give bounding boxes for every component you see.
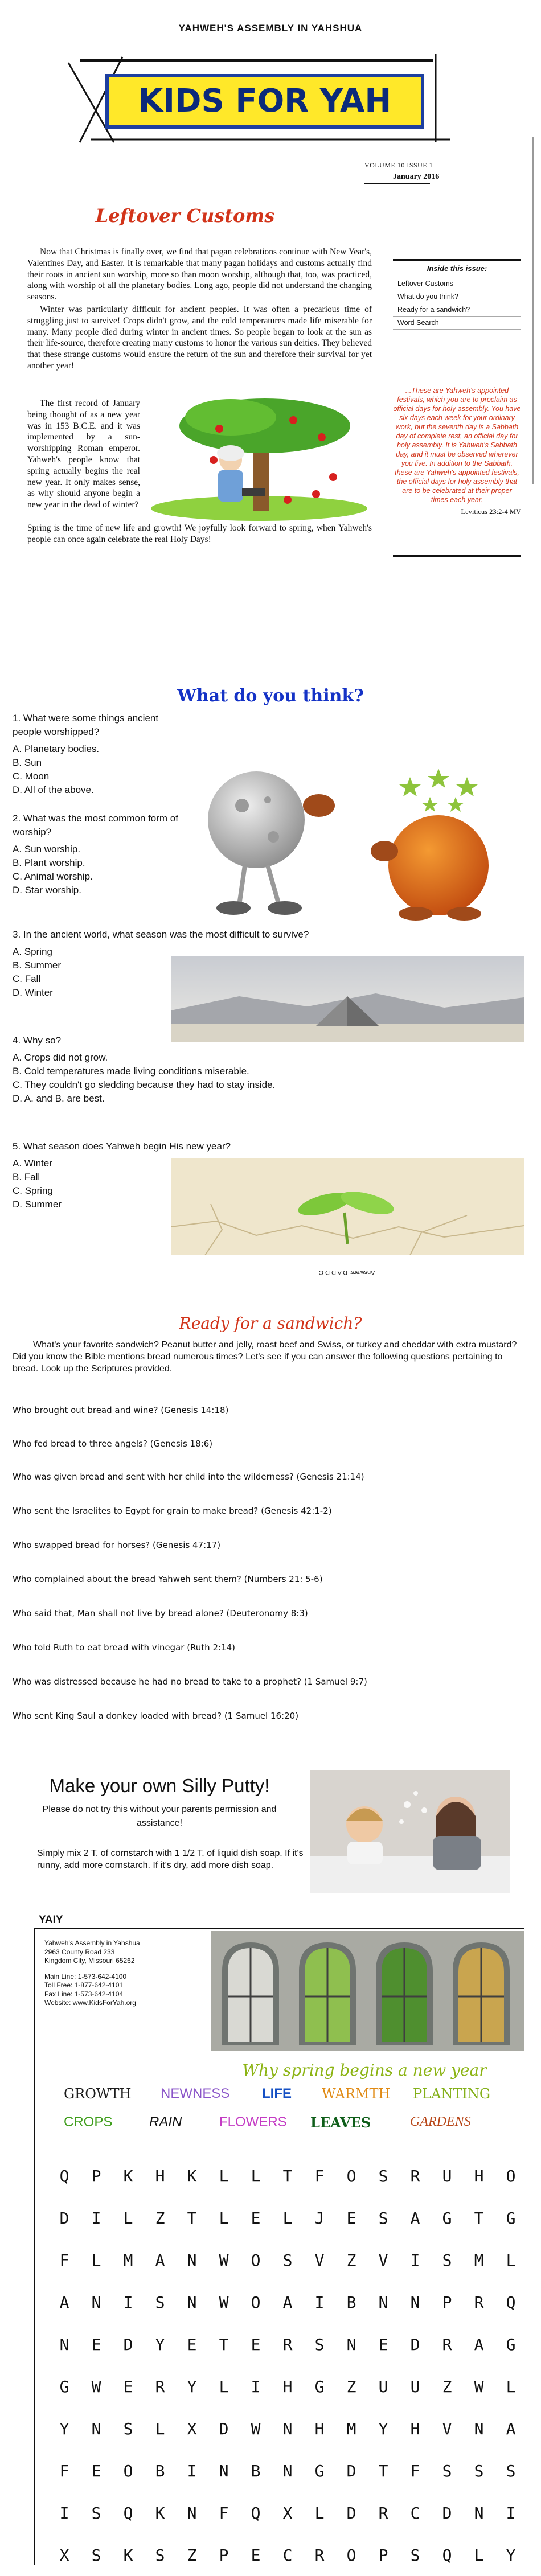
grid-letter[interactable]: N [91,2419,101,2438]
bread-question: Who was given bread and sent with her child into the wilderness? (Genesis 21:14) [13,1472,364,1482]
grid-letter[interactable]: Q [123,2503,133,2522]
question-text: 5. What season does Yahweh begin His new year? [13,1141,231,1152]
grid-letter[interactable]: C [282,2545,293,2565]
answer-option: D. Winter [13,987,53,998]
volume-issue: VOLUME 10 ISSUE 1 [364,161,433,169]
leftover-customs-title: Leftover Customs [95,205,275,227]
bread-question: Who said that, Man shall not live by bread alone? (Deuteronomy 8:3) [13,1608,308,1618]
scripture-rule [393,555,521,557]
answer-option: C. Moon [13,771,50,782]
contact-website[interactable]: Website: www.KidsForYah.org [44,1999,136,2007]
leftover-paragraph-4: Spring is the time of new life and growth! We joyfully look forward to spring, when Yahweh's people can once again celebrate the real Holy Days! [27,523,372,544]
page-side-rule [532,137,534,484]
grid-letter[interactable]: M [346,2419,356,2438]
quiz-title: What do you think? [177,686,364,706]
inside-item: What do you think? [393,290,521,303]
grid-letter[interactable]: G [314,2377,325,2396]
quiz-question-2 [13,812,183,897]
grid-letter[interactable]: S [91,2545,101,2565]
grid-letter[interactable]: S [314,2335,325,2354]
scripture-reference: Leviticus 23:2-4 MV [461,508,521,516]
grid-letter[interactable]: R [442,2335,452,2354]
bread-question: Who was distressed because he had no bread to take to a prophet? (1 Samuel 9:7) [13,1677,367,1687]
newsletter-title: KIDS FOR YAH [138,83,392,120]
grid-letter[interactable]: N [378,2292,388,2312]
grid-letter[interactable]: I [506,2503,516,2522]
grid-letter[interactable]: J [314,2208,325,2228]
grid-letter[interactable]: K [187,2166,197,2185]
grid-letter[interactable]: O [251,2250,261,2270]
grid-letter[interactable]: R [410,2166,420,2185]
grid-letter[interactable]: N [187,2292,197,2312]
grid-letter[interactable]: O [506,2166,516,2185]
contact-org: Yahweh's Assembly in Yahshua [44,1939,140,1947]
grid-letter[interactable]: N [410,2292,420,2312]
grid-letter[interactable]: U [378,2377,388,2396]
grid-letter[interactable]: P [378,2545,388,2565]
grid-letter[interactable]: U [442,2166,452,2185]
grid-letter[interactable]: V [442,2419,452,2438]
bread-question: Who complained about the bread Yahweh sent them? (Numbers 21: 5-6) [13,1574,323,1584]
grid-letter[interactable]: I [187,2461,197,2480]
grid-letter[interactable]: L [251,2166,261,2185]
contact-block [44,1939,210,2008]
grid-letter[interactable]: E [187,2335,197,2354]
grid-letter[interactable]: R [155,2377,165,2396]
grid-letter[interactable]: N [474,2419,484,2438]
scripture-box [393,386,521,516]
contact-address-1: 2963 County Road 233 [44,1948,115,1956]
answer-option: C. They couldn't go sledding because they had to stay inside. [13,1079,276,1090]
grid-letter[interactable]: E [378,2335,388,2354]
answer-option: B. Plant worship. [13,857,85,868]
grid-letter[interactable]: S [155,2292,165,2312]
grid-letter[interactable]: K [123,2166,133,2185]
grid-letter[interactable]: Y [378,2419,388,2438]
word-bank-item: RAIN [149,2114,182,2130]
grid-letter[interactable]: F [410,2461,420,2480]
grid-letter[interactable]: I [410,2250,420,2270]
grid-letter[interactable]: Y [187,2377,197,2396]
inside-item: Leftover Customs [393,277,521,290]
quiz-question-1 [13,712,183,797]
grid-letter[interactable]: N [282,2419,293,2438]
yaiy-label: YAIY [39,1914,63,1926]
contact-address-2: Kingdom City, Missouri 65262 [44,1957,135,1965]
bread-question: Who fed bread to three angels? (Genesis 18:6) [13,1439,213,1449]
grid-letter[interactable]: F [314,2166,325,2185]
leftover-paragraph-1: Now that Christmas is finally over, we find that pagan celebrations continue with New Year's, Valentines Day, and Easter. It is remarkable that many pagan holidays and customs actually find their roots in ancient sun worship, more so than moon worship, although that, too, was practiced, along with worship of all the planetary bodies. Long ago, people did not understand the changing seasons. [27,247,372,302]
grid-letter[interactable]: S [378,2166,388,2185]
issue-date: January 2016 [393,172,440,181]
word-bank-item: GROWTH [64,2086,132,2102]
grid-letter[interactable]: D [410,2335,420,2354]
grid-letter[interactable]: N [59,2335,69,2354]
grid-letter[interactable]: M [474,2250,484,2270]
grid-letter[interactable]: E [91,2461,101,2480]
grid-letter[interactable]: L [282,2208,293,2228]
grid-letter[interactable]: L [314,2503,325,2522]
grid-letter[interactable]: L [219,2166,229,2185]
date-rule [364,183,430,184]
grid-letter[interactable]: O [123,2461,133,2480]
grid-letter[interactable]: D [219,2419,229,2438]
sandwich-title: Ready for a sandwich? [179,1314,362,1333]
grid-letter[interactable]: E [346,2208,356,2228]
grid-row [48,2239,527,2281]
grid-row [48,2534,527,2576]
word-search-title: Why spring begins a new year [242,2061,487,2080]
grid-letter[interactable]: V [314,2250,325,2270]
bread-question: Who told Ruth to eat bread with vinegar (Ruth 2:14) [13,1642,235,1653]
grid-letter[interactable]: N [91,2292,101,2312]
grid-letter[interactable]: I [123,2292,133,2312]
grid-letter[interactable]: F [59,2461,69,2480]
grid-row [48,2450,527,2492]
grid-letter[interactable]: L [506,2250,516,2270]
grid-letter[interactable]: D [123,2335,133,2354]
grid-letter[interactable]: I [91,2208,101,2228]
grid-letter[interactable]: X [187,2419,197,2438]
grid-row [48,2365,527,2407]
question-text: 1. What were some things ancient people worshipped? [13,713,159,737]
answer-option: C. Animal worship. [13,871,93,882]
grid-letter[interactable]: X [282,2503,293,2522]
word-bank-item: LEAVES [310,2114,371,2131]
grid-letter[interactable]: E [251,2208,261,2228]
grid-letter[interactable]: I [251,2377,261,2396]
seasonal-windows-image [211,1931,524,2051]
grid-letter[interactable]: Z [187,2545,197,2565]
quiz-answers-upside-down: Answers: D A D D C [319,1269,375,1276]
grid-letter[interactable]: S [123,2419,133,2438]
bread-question: Who sent King Saul a donkey loaded with bread? (1 Samuel 16:20) [13,1711,299,1721]
answer-option: B. Summer [13,960,62,971]
grid-letter[interactable]: Z [346,2377,356,2396]
grid-letter[interactable]: D [346,2503,356,2522]
grid-letter[interactable]: N [282,2461,293,2480]
grid-letter[interactable]: Q [251,2503,261,2522]
answer-option: C. Fall [13,973,41,984]
grid-letter[interactable]: W [91,2377,101,2396]
answer-option: D. Summer [13,1199,62,1210]
word-bank-item: NEWNESS [161,2086,230,2101]
grid-letter[interactable]: I [314,2292,325,2312]
grid-letter[interactable]: X [59,2545,69,2565]
grid-letter[interactable]: A [155,2250,165,2270]
grid-letter[interactable]: D [59,2208,69,2228]
bread-question: Who swapped bread for horses? (Genesis 47:17) [13,1540,221,1550]
grid-letter[interactable]: Y [59,2419,69,2438]
grid-letter[interactable]: H [155,2166,165,2185]
question-text: 4. Why so? [13,1035,62,1046]
grid-letter[interactable]: N [187,2250,197,2270]
grid-letter[interactable]: E [251,2545,261,2565]
grid-letter[interactable]: S [442,2461,452,2480]
grid-letter[interactable]: A [59,2292,69,2312]
grid-letter[interactable]: G [442,2208,452,2228]
grid-letter[interactable]: B [251,2461,261,2480]
grid-letter[interactable]: D [346,2461,356,2480]
newton-apple-tree-illustration [145,397,373,523]
grid-letter[interactable]: S [442,2250,452,2270]
contact-main-line: Main Line: 1-573-642-4100 [44,1972,127,1981]
desert-pyramid-image [171,956,524,1042]
grid-letter[interactable]: O [251,2292,261,2312]
grid-letter[interactable]: H [282,2377,293,2396]
grid-letter[interactable]: T [282,2166,293,2185]
grid-letter[interactable]: S [282,2250,293,2270]
silly-putty-note: Please do not try this without your parents permission and assistance! [42,1805,277,1828]
grid-letter[interactable]: A [282,2292,293,2312]
grid-letter[interactable]: L [474,2545,484,2565]
word-bank-item: FLOWERS [219,2114,287,2130]
grid-letter[interactable]: E [251,2335,261,2354]
grid-letter[interactable]: Z [346,2250,356,2270]
grid-letter[interactable]: W [219,2250,229,2270]
grid-letter[interactable]: R [282,2335,293,2354]
grid-letter[interactable]: I [59,2503,69,2522]
answer-option: B. Fall [13,1172,40,1182]
grid-letter[interactable]: G [314,2461,325,2480]
grid-letter[interactable]: P [442,2292,452,2312]
bread-question: Who brought out bread and wine? (Genesis 14:18) [13,1405,229,1415]
answer-option: D. A. and B. are best. [13,1093,105,1104]
grid-letter[interactable]: W [474,2377,484,2396]
grid-letter[interactable]: D [442,2503,452,2522]
grid-letter[interactable]: Z [155,2208,165,2228]
contact-toll-free: Toll Free: 1-877-642-4101 [44,1981,124,1989]
grid-letter[interactable]: P [91,2166,101,2185]
grid-letter[interactable]: Y [155,2335,165,2354]
grid-letter[interactable]: N [219,2461,229,2480]
answer-option: B. Sun [13,757,42,768]
mother-child-baking-photo [310,1770,510,1893]
grid-letter[interactable]: S [474,2461,484,2480]
grid-letter[interactable]: H [314,2419,325,2438]
word-bank-item: PLANTING [413,2086,491,2102]
grid-letter[interactable]: L [219,2208,229,2228]
grid-letter[interactable]: H [410,2419,420,2438]
grid-letter[interactable]: Q [506,2292,516,2312]
grid-letter[interactable]: F [59,2250,69,2270]
grid-letter[interactable]: C [410,2503,420,2522]
scripture-text: ...These are Yahweh's appointed festivals, which you are to proclaim as official days for holy assembly. You have six days each week for your ordinary work, but the seventh day is a Sabbath day of complete rest, an official day for holy assembly. It is Yahweh's Sabbath day, and it must be observed wherever you live. In addition to the Sabbath, these are Yahweh's appointed festivals, the official days for holy assembly that are to be celebrated at their proper times each year. [393,387,521,504]
silly-putty-steps: Simply mix 2 T. of cornstarch with 1 1/2 T. of liquid dish soap. If it's runny, add more cornstarch. If it's dry, add more dish soap. [37,1848,304,1870]
answer-option: A. Crops did not grow. [13,1052,108,1063]
grid-letter[interactable]: W [251,2419,261,2438]
grid-letter[interactable]: E [91,2335,101,2354]
grid-letter[interactable]: K [123,2545,133,2565]
grid-letter[interactable]: Q [442,2545,452,2565]
grid-row [48,2323,527,2365]
grid-letter[interactable]: B [346,2292,356,2312]
grid-letter[interactable]: K [155,2503,165,2522]
grid-letter[interactable]: F [219,2503,229,2522]
grid-letter[interactable]: P [219,2545,229,2565]
word-bank-item: GARDENS [410,2114,471,2129]
grid-letter[interactable]: O [346,2545,356,2565]
grid-letter[interactable]: U [410,2377,420,2396]
grid-letter[interactable]: E [123,2377,133,2396]
grid-letter[interactable]: L [91,2250,101,2270]
answer-option: A. Planetary bodies. [13,743,100,754]
grid-letter[interactable]: R [378,2503,388,2522]
grid-letter[interactable]: N [474,2503,484,2522]
grid-letter[interactable]: S [91,2503,101,2522]
grid-letter[interactable]: T [378,2461,388,2480]
grid-row [48,2407,527,2450]
grid-letter[interactable]: L [155,2419,165,2438]
grid-row [48,2155,527,2197]
grid-row [48,2197,527,2239]
answer-option: A. Spring [13,946,52,957]
grid-letter[interactable]: L [123,2208,133,2228]
leftover-paragraph-2: Winter was particularly difficult for ancient peoples. It was often a precarious time of struggling just to survive! Crops didn't grow, and the cold temperatures made life miserable for many. Many people died during winter in ancient times. So people began to look at the sun as their life-source, therefore creating many customs to honor the various sun deities. They believed that these strange customs would ensure the return of the sun and therefore their survival for yet another year! [27,305,372,371]
grid-letter[interactable]: S [378,2208,388,2228]
answer-option: D. All of the above. [13,784,94,795]
grid-letter[interactable]: S [155,2545,165,2565]
question-text: 3. In the ancient world, what season was the most difficult to survive? [13,929,309,940]
grid-letter[interactable]: A [474,2335,484,2354]
grid-letter[interactable]: Y [506,2545,516,2565]
answer-option: A. Sun worship. [13,844,81,854]
yaiy-rule-horizontal [34,1928,524,1929]
bread-question: Who sent the Israelites to Egypt for grain to make bread? (Genesis 42:1-2) [13,1506,332,1516]
grid-letter[interactable]: Q [59,2166,69,2185]
grid-letter[interactable]: B [155,2461,165,2480]
grid-letter[interactable]: O [346,2166,356,2185]
inside-item: Word Search [393,317,521,330]
grid-row [48,2492,527,2534]
contact-fax: Fax Line: 1-573-642-4104 [44,1990,124,1998]
inside-this-issue-box [393,259,521,330]
answer-option: C. Spring [13,1185,53,1196]
grid-letter[interactable]: G [506,2208,516,2228]
quiz-question-4 [13,1034,479,1106]
word-bank-item: LIFE [262,2086,292,2101]
grid-letter[interactable]: L [506,2377,516,2396]
grid-letter[interactable]: S [410,2545,420,2565]
word-bank-item: WARMTH [322,2086,391,2102]
grid-letter[interactable]: N [346,2335,356,2354]
grid-letter[interactable]: R [314,2545,325,2565]
grid-letter[interactable]: M [123,2250,133,2270]
inside-item: Ready for a sandwich? [393,303,521,317]
grid-row [48,2281,527,2323]
grid-letter[interactable]: S [506,2461,516,2480]
grid-letter[interactable]: T [474,2208,484,2228]
grid-letter[interactable]: W [219,2292,229,2312]
grid-letter[interactable]: A [410,2208,420,2228]
grid-letter[interactable]: T [219,2335,229,2354]
grid-letter[interactable]: G [506,2335,516,2354]
grid-letter[interactable]: N [187,2503,197,2522]
yaiy-rule-vertical [34,1928,35,2565]
answer-option: D. Star worship. [13,885,81,895]
sandwich-intro: What's your favorite sandwich? Peanut butter and jelly, roast beef and Swiss, or turkey and cheddar with extra mustard? Did you know the Bible mentions bread numerous times? Let's see if you can answer the following questions pertaining to bread. Look up the Scriptures provided. [13,1340,517,1374]
moon-and-sun-illustration [188,751,524,922]
grid-letter[interactable]: A [506,2419,516,2438]
silly-putty-title: Make your own Silly Putty! [49,1775,270,1796]
answer-option: B. Cold temperatures made living conditions miserable. [13,1066,249,1077]
grid-letter[interactable]: L [219,2377,229,2396]
grid-letter[interactable]: H [474,2166,484,2185]
leftover-paragraph-3: The first record of January being thought of as a new year was in 153 B.C.E. and it was implemented by a sun-worshipping Roman emperor. Yahweh's people know that spring actually begins the real new year. It only makes sense, as why should anyone begin a new year in the dead of winter? [27,398,140,510]
org-header: YAHWEH'S ASSEMBLY IN YAHSHUA [178,23,363,34]
question-text: 2. What was the most common form of worship? [13,813,178,837]
grid-letter[interactable]: V [378,2250,388,2270]
answer-option: A. Winter [13,1158,52,1169]
word-search-grid [48,2155,527,2576]
sprout-cracked-earth-image [171,1158,524,1255]
grid-letter[interactable]: T [187,2208,197,2228]
inside-this-issue-heading: Inside this issue: [393,259,521,277]
grid-letter[interactable]: G [59,2377,69,2396]
grid-letter[interactable]: R [474,2292,484,2312]
word-bank-item: CROPS [64,2114,113,2130]
grid-letter[interactable]: Z [442,2377,452,2396]
